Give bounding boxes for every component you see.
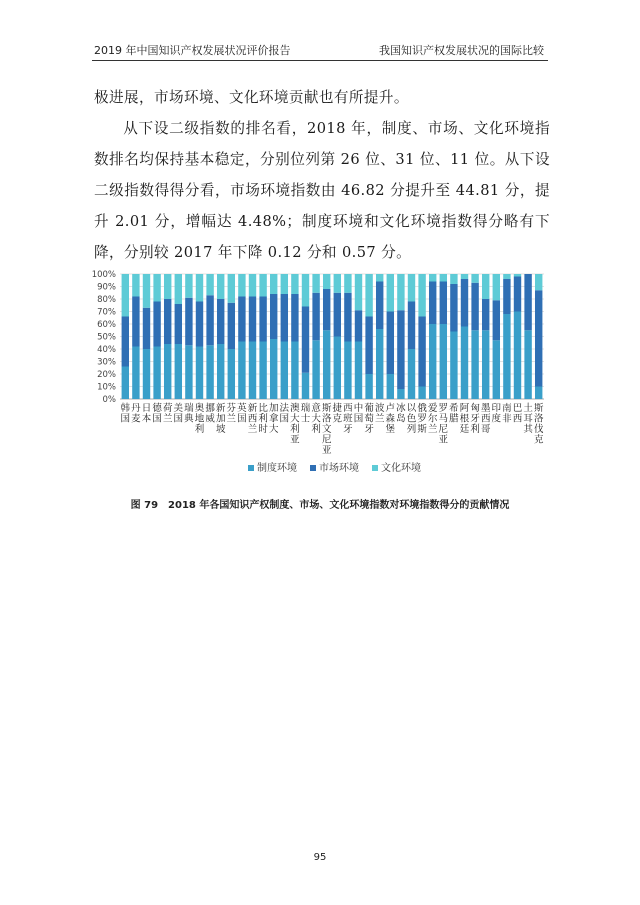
bar-segment bbox=[387, 374, 394, 399]
bar-segment bbox=[450, 274, 457, 284]
x-tick-label: 马 bbox=[438, 413, 449, 425]
x-tick-label: 斯 bbox=[533, 403, 544, 414]
x-tick-label: 其 bbox=[523, 424, 533, 435]
bar-segment bbox=[281, 342, 288, 400]
x-tick-label: 冰 bbox=[396, 403, 406, 414]
bar-segment bbox=[482, 330, 489, 399]
x-tick-label: 拿 bbox=[268, 413, 279, 425]
bar-segment bbox=[143, 308, 150, 349]
bar-segment bbox=[291, 274, 298, 294]
bar-segment bbox=[206, 345, 213, 399]
x-tick-label: 威 bbox=[205, 413, 215, 425]
bar-segment bbox=[355, 274, 362, 310]
x-tick-label: 澳 bbox=[290, 403, 300, 414]
x-tick-label: 伐 bbox=[533, 424, 544, 435]
x-tick-label: 利 bbox=[470, 424, 480, 435]
running-header-left: 2019 年中国知识产权发展状况评价报告 bbox=[94, 44, 291, 57]
bar-segment bbox=[408, 274, 415, 302]
legend-label: 制度环境 bbox=[257, 463, 297, 474]
bar-segment bbox=[238, 274, 245, 297]
bar-segment bbox=[175, 344, 182, 399]
x-tick-label: 兰 bbox=[374, 413, 385, 425]
bar-segment bbox=[217, 344, 224, 399]
bar-segment bbox=[259, 342, 266, 400]
bar-segment bbox=[249, 342, 256, 400]
bar-segment bbox=[281, 294, 288, 342]
bar-segment bbox=[408, 302, 415, 350]
bar-segment bbox=[535, 387, 542, 400]
x-tick-label: 萄 bbox=[364, 413, 374, 425]
bar-segment bbox=[259, 297, 266, 342]
paragraph-ranking: 从下设二级指数的排名看，2018 年，制度、市场、文化环境指数排名均保持基本稳定，分别位列第 26 位、31 位、11 位。从下设二级指数得得分看，市场环境指数由 46.82 分提升至 44.81 分，提升 2.01 分，增幅达 4.48%；制度环境和文化环境指数得分略有下降，分别较 2017 年下降 0.12 分和 0.57 分。 bbox=[94, 120, 550, 261]
bar-segment bbox=[334, 337, 341, 400]
x-tick-label: 腊 bbox=[449, 413, 459, 425]
y-axis-ticks bbox=[92, 270, 116, 405]
x-tick-label: 克 bbox=[332, 413, 343, 425]
bar-segment bbox=[376, 329, 383, 399]
bar-segment bbox=[334, 274, 341, 293]
bar-segment bbox=[503, 274, 510, 279]
bar-segment bbox=[249, 297, 256, 342]
bar-segment bbox=[196, 302, 203, 347]
x-tick-label: 西 bbox=[512, 413, 523, 425]
x-tick-label: 兰 bbox=[427, 424, 438, 435]
x-tick-label: 西 bbox=[343, 403, 353, 414]
y-tick-label: 10% bbox=[97, 382, 116, 393]
header-rule bbox=[92, 60, 548, 61]
x-tick-label: 中 bbox=[353, 403, 364, 414]
x-tick-label: 文 bbox=[321, 424, 332, 435]
body-text bbox=[94, 82, 550, 268]
x-tick-label: 法 bbox=[279, 403, 290, 414]
x-tick-label: 波 bbox=[374, 403, 385, 414]
bar-segment bbox=[440, 282, 447, 325]
x-tick-label: 坡 bbox=[215, 424, 226, 435]
x-tick-label: 芬 bbox=[226, 403, 237, 414]
legend-label: 市场环境 bbox=[319, 463, 359, 474]
x-tick-label: 国 bbox=[279, 413, 290, 425]
x-tick-label: 斯 bbox=[417, 424, 427, 435]
x-tick-label: 岛 bbox=[396, 413, 406, 425]
x-tick-label: 国 bbox=[120, 413, 131, 425]
bar-segment bbox=[365, 274, 372, 317]
bar-segment bbox=[365, 317, 372, 375]
bar-segment bbox=[206, 295, 213, 345]
x-tick-label: 国 bbox=[173, 413, 184, 425]
bar-segment bbox=[535, 290, 542, 386]
chart-legend bbox=[248, 461, 421, 474]
bar-segment bbox=[164, 274, 171, 299]
bar-segment bbox=[429, 274, 436, 282]
x-tick-label: 爱 bbox=[427, 403, 438, 414]
bar-segment bbox=[418, 387, 425, 400]
x-tick-label: 美 bbox=[173, 403, 184, 414]
x-tick-label: 日 bbox=[141, 403, 152, 414]
bar-segment bbox=[493, 300, 500, 340]
bar-segment bbox=[493, 274, 500, 300]
x-tick-label: 葡 bbox=[364, 403, 374, 414]
bar-segment bbox=[323, 330, 330, 399]
x-tick-label: 麦 bbox=[131, 413, 141, 425]
x-tick-label: 卢 bbox=[385, 403, 396, 414]
bar-segment bbox=[302, 274, 309, 307]
bar-segment bbox=[132, 347, 139, 400]
bar-segment bbox=[196, 347, 203, 400]
x-tick-label: 典 bbox=[184, 413, 194, 425]
bar-segment bbox=[514, 277, 521, 312]
bar-segment bbox=[185, 298, 192, 346]
x-tick-label: 耳 bbox=[523, 413, 533, 425]
bar-segment bbox=[164, 344, 171, 399]
bar-segment bbox=[397, 274, 404, 310]
bar-segment bbox=[312, 293, 319, 341]
bar-segment bbox=[175, 274, 182, 304]
x-tick-label: 希 bbox=[449, 403, 459, 414]
x-tick-label: 土 bbox=[523, 403, 533, 414]
x-tick-label: 印 bbox=[491, 403, 502, 414]
bar-segment bbox=[323, 274, 330, 289]
bar-segment bbox=[217, 274, 224, 299]
legend-swatch bbox=[248, 465, 254, 471]
y-tick-label: 60% bbox=[97, 320, 116, 330]
bar-segment bbox=[514, 312, 521, 400]
x-tick-label: 色 bbox=[406, 413, 417, 425]
x-tick-label: 尔 bbox=[427, 413, 438, 425]
x-tick-label: 西 bbox=[247, 413, 258, 425]
bar-segment bbox=[334, 293, 341, 337]
x-tick-label: 国 bbox=[152, 413, 162, 425]
bar-segment bbox=[122, 274, 129, 317]
bar-segment bbox=[397, 310, 404, 389]
y-tick-label: 0% bbox=[102, 395, 116, 405]
bar-segment bbox=[312, 274, 319, 293]
paragraph-continuation: 极进展，市场环境、文化环境贡献也有所提升。 bbox=[94, 89, 409, 106]
x-tick-label: 新 bbox=[247, 403, 258, 414]
x-tick-label: 亚 bbox=[290, 434, 300, 446]
x-tick-label: 西 bbox=[480, 413, 491, 425]
bar-segment bbox=[376, 274, 383, 282]
bar-segment bbox=[291, 294, 298, 342]
x-tick-label: 加 bbox=[268, 403, 279, 414]
bar-segment bbox=[132, 274, 139, 297]
bar-segment bbox=[270, 339, 277, 399]
x-tick-label: 意 bbox=[311, 403, 321, 414]
bar-segment bbox=[122, 367, 129, 400]
y-tick-label: 90% bbox=[97, 282, 116, 293]
bar-segment bbox=[228, 349, 235, 399]
x-tick-label: 尼 bbox=[438, 424, 449, 435]
bar-segment bbox=[493, 340, 500, 399]
stacked-bar-chart bbox=[88, 262, 550, 490]
bar-segment bbox=[302, 373, 309, 399]
bar-segment bbox=[143, 274, 150, 308]
bar-segment bbox=[440, 324, 447, 399]
x-tick-label: 尼 bbox=[321, 434, 332, 446]
x-tick-label: 亚 bbox=[438, 434, 449, 446]
legend-label: 文化环境 bbox=[381, 463, 421, 474]
x-tick-label: 捷 bbox=[332, 403, 343, 414]
bar-segment bbox=[514, 274, 521, 277]
x-tick-label: 兰 bbox=[247, 424, 258, 435]
bar-segment bbox=[312, 340, 319, 399]
x-tick-label: 丹 bbox=[131, 403, 141, 414]
bar-segment bbox=[503, 279, 510, 314]
x-tick-label: 利 bbox=[194, 424, 205, 435]
bar-segment bbox=[461, 279, 468, 327]
x-tick-label: 比 bbox=[258, 403, 268, 414]
bar-segment bbox=[153, 274, 160, 302]
bar-segment bbox=[228, 274, 235, 303]
y-tick-label: 100% bbox=[91, 270, 116, 280]
x-tick-label: 瑞 bbox=[300, 403, 311, 414]
x-tick-label: 洛 bbox=[321, 413, 332, 425]
bar-segment bbox=[524, 330, 531, 399]
x-tick-label: 大 bbox=[268, 424, 279, 435]
x-tick-label: 利 bbox=[258, 413, 268, 425]
y-tick-label: 30% bbox=[97, 357, 116, 368]
x-axis-labels bbox=[121, 402, 544, 456]
bar-segment bbox=[153, 347, 160, 400]
x-tick-label: 哥 bbox=[480, 424, 491, 435]
x-tick-label: 廷 bbox=[459, 424, 470, 435]
bar-segment bbox=[461, 274, 468, 279]
x-tick-label: 巴 bbox=[512, 403, 523, 414]
bar-segment bbox=[482, 274, 489, 299]
chart-gridlines bbox=[120, 274, 544, 399]
bar-segment bbox=[440, 274, 447, 282]
x-tick-label: 地 bbox=[194, 413, 205, 425]
x-tick-label: 荷 bbox=[162, 403, 173, 414]
bar-segment bbox=[461, 327, 468, 400]
bar-segment bbox=[418, 317, 425, 387]
bar-segment bbox=[397, 389, 404, 399]
y-tick-label: 20% bbox=[97, 370, 116, 380]
bar-segment bbox=[418, 274, 425, 317]
x-tick-label: 俄 bbox=[417, 403, 427, 414]
x-tick-label: 列 bbox=[406, 424, 417, 435]
x-tick-label: 阿 bbox=[459, 403, 470, 414]
x-tick-label: 英 bbox=[237, 403, 247, 414]
bar-segment bbox=[365, 374, 372, 399]
x-tick-label: 兰 bbox=[226, 413, 237, 425]
x-tick-label: 加 bbox=[215, 413, 226, 425]
bar-segment bbox=[376, 282, 383, 330]
x-tick-label: 森 bbox=[385, 413, 396, 425]
bar-segment bbox=[344, 293, 351, 342]
x-tick-label: 德 bbox=[152, 403, 162, 414]
x-tick-label: 牙 bbox=[343, 424, 353, 435]
bar-segment bbox=[302, 307, 309, 373]
legend-swatch bbox=[372, 465, 378, 471]
bar-segment bbox=[535, 274, 542, 290]
bar-segment bbox=[429, 324, 436, 399]
x-tick-label: 堡 bbox=[385, 424, 396, 435]
bar-segment bbox=[344, 274, 351, 293]
running-header-right: 我国知识产权发展状况的国际比较 bbox=[379, 44, 544, 57]
figure-caption: 图 79 2018 年各国知识产权制度、市场、文化环境指数对环境指数得分的贡献情况 bbox=[130, 500, 510, 511]
bar-segment bbox=[185, 274, 192, 298]
y-tick-label: 70% bbox=[97, 307, 116, 318]
bar-segment bbox=[387, 274, 394, 312]
x-tick-label: 时 bbox=[258, 424, 268, 435]
page-number: 95 bbox=[313, 852, 327, 863]
x-tick-label: 非 bbox=[502, 413, 512, 425]
x-tick-label: 兰 bbox=[162, 413, 173, 425]
bar-segment bbox=[503, 314, 510, 399]
x-tick-label: 挪 bbox=[205, 403, 215, 414]
bar-segment bbox=[270, 294, 277, 339]
bar-segment bbox=[281, 274, 288, 294]
bar-segment bbox=[344, 342, 351, 400]
x-tick-label: 奥 bbox=[194, 403, 205, 414]
bar-segment bbox=[153, 302, 160, 347]
bar-segment bbox=[524, 274, 531, 330]
bar-segment bbox=[196, 274, 203, 302]
bar-segment bbox=[408, 349, 415, 399]
x-tick-label: 牙 bbox=[364, 424, 374, 435]
bar-segment bbox=[450, 284, 457, 332]
x-tick-label: 利 bbox=[290, 424, 300, 435]
bar-segment bbox=[238, 297, 245, 342]
x-tick-label: 大 bbox=[311, 413, 321, 425]
x-tick-label: 新 bbox=[215, 403, 226, 414]
y-tick-label: 50% bbox=[97, 332, 116, 343]
bar-segment bbox=[270, 274, 277, 294]
x-tick-label: 南 bbox=[502, 403, 512, 414]
x-tick-label: 斯 bbox=[321, 403, 332, 414]
bar-segment bbox=[175, 304, 182, 344]
x-tick-label: 以 bbox=[406, 403, 417, 414]
x-tick-label: 本 bbox=[141, 413, 152, 425]
x-tick-label: 牙 bbox=[470, 413, 480, 425]
bar-segment bbox=[122, 317, 129, 367]
bar-segment bbox=[185, 345, 192, 399]
bar-segment bbox=[143, 349, 150, 399]
x-tick-label: 罗 bbox=[438, 403, 449, 414]
y-tick-label: 40% bbox=[97, 345, 116, 355]
bar-segment bbox=[450, 332, 457, 400]
bar-segment bbox=[259, 274, 266, 297]
bar-segment bbox=[291, 342, 298, 400]
x-tick-label: 士 bbox=[300, 413, 311, 425]
x-tick-label: 韩 bbox=[120, 403, 131, 414]
bar-segment bbox=[429, 282, 436, 325]
bar-segment bbox=[217, 299, 224, 344]
bar-segment bbox=[355, 342, 362, 400]
x-tick-label: 国 bbox=[237, 413, 247, 425]
bar-segment bbox=[238, 342, 245, 400]
bar-segment bbox=[471, 283, 478, 331]
x-tick-label: 罗 bbox=[417, 413, 427, 425]
x-tick-label: 克 bbox=[533, 434, 544, 446]
bar-segment bbox=[132, 297, 139, 347]
x-tick-label: 瑞 bbox=[184, 403, 194, 414]
x-tick-label: 墨 bbox=[480, 403, 491, 414]
x-tick-label: 匈 bbox=[470, 403, 480, 414]
bar-segment bbox=[471, 330, 478, 399]
bar-segment bbox=[206, 274, 213, 295]
bar-segment bbox=[164, 299, 171, 344]
x-tick-label: 根 bbox=[459, 413, 470, 425]
x-tick-label: 洛 bbox=[533, 413, 544, 425]
x-tick-label: 度 bbox=[491, 413, 502, 425]
x-tick-label: 班 bbox=[343, 413, 353, 425]
bar-segment bbox=[387, 312, 394, 375]
bar-segment bbox=[228, 303, 235, 349]
bar-segment bbox=[482, 299, 489, 330]
bar-segment bbox=[249, 274, 256, 297]
y-tick-label: 80% bbox=[97, 295, 116, 305]
legend-swatch bbox=[310, 465, 316, 471]
bar-segment bbox=[471, 274, 478, 283]
x-tick-label: 国 bbox=[353, 413, 364, 425]
x-tick-label: 亚 bbox=[321, 445, 332, 456]
x-tick-label: 大 bbox=[290, 413, 300, 425]
bar-segment bbox=[323, 289, 330, 330]
bar-segment bbox=[355, 310, 362, 341]
x-tick-label: 利 bbox=[311, 424, 321, 435]
